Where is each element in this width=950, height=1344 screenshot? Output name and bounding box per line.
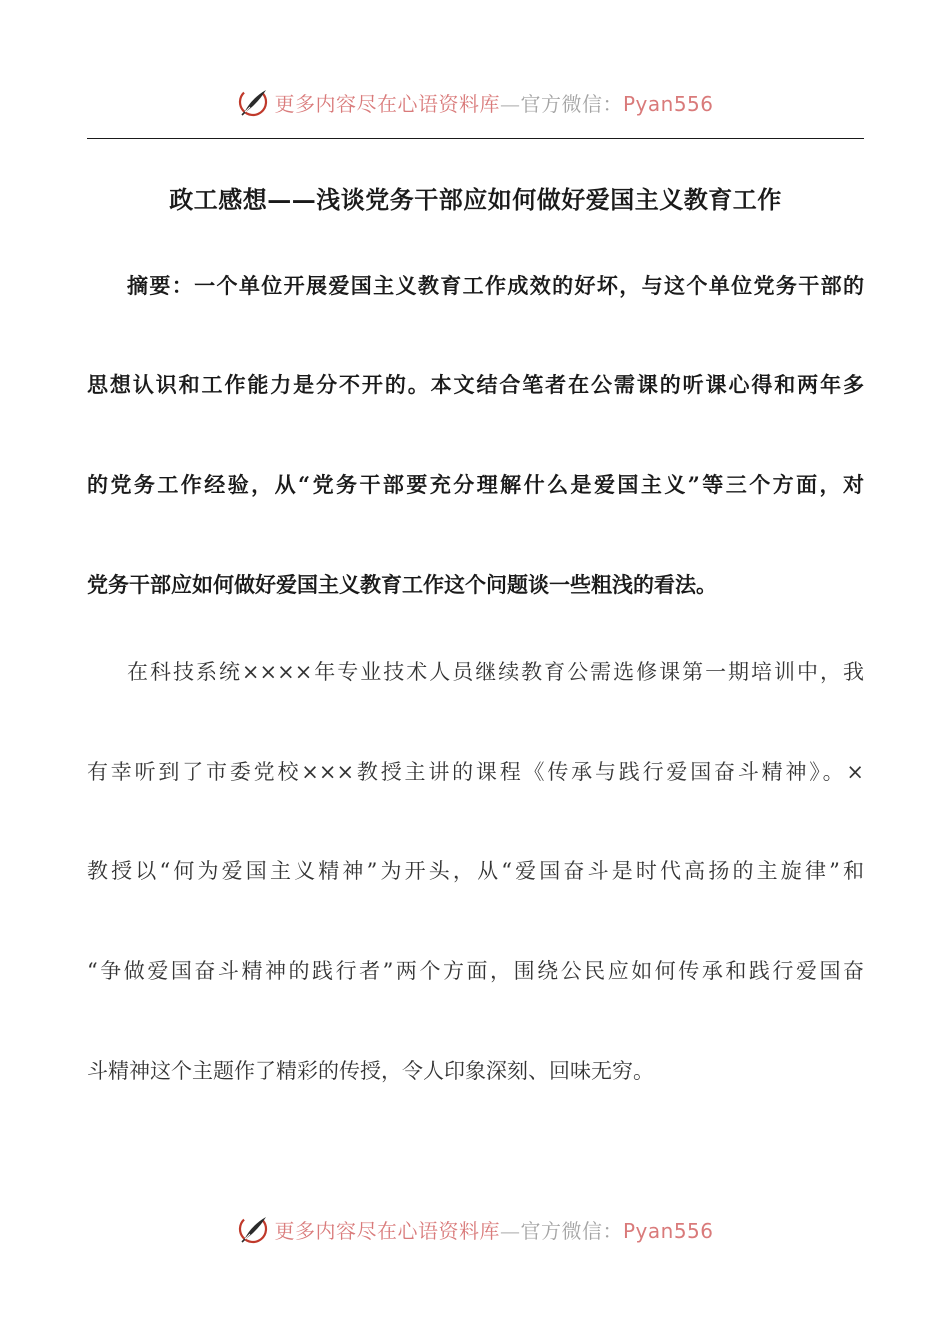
footer-text [274, 1215, 713, 1244]
header-rule [87, 138, 864, 139]
abstract-line: 党务干部应如何做好爱国主义教育工作这个问题谈一些粗浅的看法。 [87, 572, 717, 597]
header-text [274, 88, 713, 117]
header-wechat-id: Pyan556 [622, 91, 714, 116]
body-line: 教授以“何为爱国主义精神”为开头，从“爱国奋斗是时代高扬的主旋律”和 [87, 859, 864, 883]
document-title: 政工感想——浅谈党务干部应如何做好爱国主义教育工作 [169, 185, 782, 214]
body-line: 在科技系统××××年专业技术人员继续教育公需选修课第一期培训中，我 [127, 660, 864, 684]
header-separator: — [499, 91, 521, 116]
quill-pen-circle-icon [236, 85, 270, 119]
footer-wechat-label: 官方微信： [520, 1218, 623, 1243]
footer-separator: — [499, 1218, 521, 1243]
header-lead-text: 更多内容尽在心语资料库 [274, 91, 500, 116]
footer-lead-text: 更多内容尽在心语资料库 [274, 1218, 500, 1243]
abstract-line: 思想认识和工作能力是分不开的。本文结合笔者在公需课的听课心得和两年多 [87, 372, 864, 397]
header-banner [0, 82, 950, 122]
abstract-line: 的党务工作经验，从“党务干部要充分理解什么是爱国主义”等三个方面，对 [87, 472, 864, 497]
quill-pen-circle-icon [236, 1212, 270, 1246]
footer-wechat-id: Pyan556 [622, 1218, 714, 1243]
footer-banner [0, 1209, 950, 1249]
body-line: “争做爱国奋斗精神的践行者”两个方面，围绕公民应如何传承和践行爱国奋 [87, 959, 864, 983]
abstract-line: 摘要：一个单位开展爱国主义教育工作成效的好坏，与这个单位党务干部的 [127, 273, 864, 298]
body-line: 斗精神这个主题作了精彩的传授，令人印象深刻、回味无穷。 [87, 1059, 654, 1083]
header-wechat-label: 官方微信： [520, 91, 623, 116]
body-line: 有幸听到了市委党校×××教授主讲的课程《传承与践行爱国奋斗精神》。× [87, 760, 864, 784]
